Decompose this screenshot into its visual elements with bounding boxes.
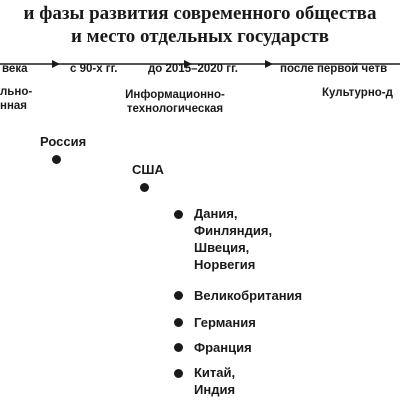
country-label-usa: США: [132, 162, 164, 177]
timeline-label-3: до 2015–2020 гг.: [148, 63, 238, 75]
phase-3-line-1: Культурно-д: [322, 87, 393, 99]
country-dot: [174, 369, 183, 378]
country-label-line: Дания,: [194, 206, 238, 221]
country-dot: [52, 155, 61, 164]
country-dot: [140, 183, 149, 192]
country-label-line: Швеция,: [194, 240, 250, 255]
country-label-germany: Германия: [194, 315, 256, 330]
country-label-nordic: [194, 205, 272, 273]
country-dot: [174, 343, 183, 352]
country-dot: [174, 318, 183, 327]
country-label-france: Франция: [194, 340, 252, 355]
phase-1-line-2: нная: [0, 100, 27, 112]
timeline-arrowhead-1: [52, 60, 60, 68]
phase-1-line-1: льно-: [0, 86, 33, 98]
timeline-label-4: после первой четв: [280, 63, 388, 75]
country-dot: [174, 210, 183, 219]
phase-2: [112, 88, 238, 116]
phase-1: [0, 85, 32, 113]
country-label-line: Норвегия: [194, 257, 256, 272]
phase-2-line-1: Информационно-: [125, 89, 225, 101]
timeline-arrowhead-3: [265, 60, 273, 68]
diagram-title-line-2: и место отдельных государств: [70, 26, 330, 47]
country-label-uk: Великобритания: [194, 288, 303, 303]
timeline-label-2: с 90-х гг.: [70, 63, 118, 75]
country-label-china-india: [194, 364, 235, 398]
timeline-label-1: века: [2, 63, 28, 75]
country-label-line: Индия: [194, 382, 236, 397]
country-label-russia: Россия: [40, 134, 87, 149]
country-label-line: Финляндия,: [194, 223, 273, 238]
phase-3: [322, 86, 393, 100]
phase-2-line-2: технологическая: [126, 103, 224, 115]
country-dot: [174, 291, 183, 300]
country-label-line: Китай,: [194, 365, 236, 380]
diagram-title-line-1: и фазы развития современного общества: [23, 3, 377, 24]
